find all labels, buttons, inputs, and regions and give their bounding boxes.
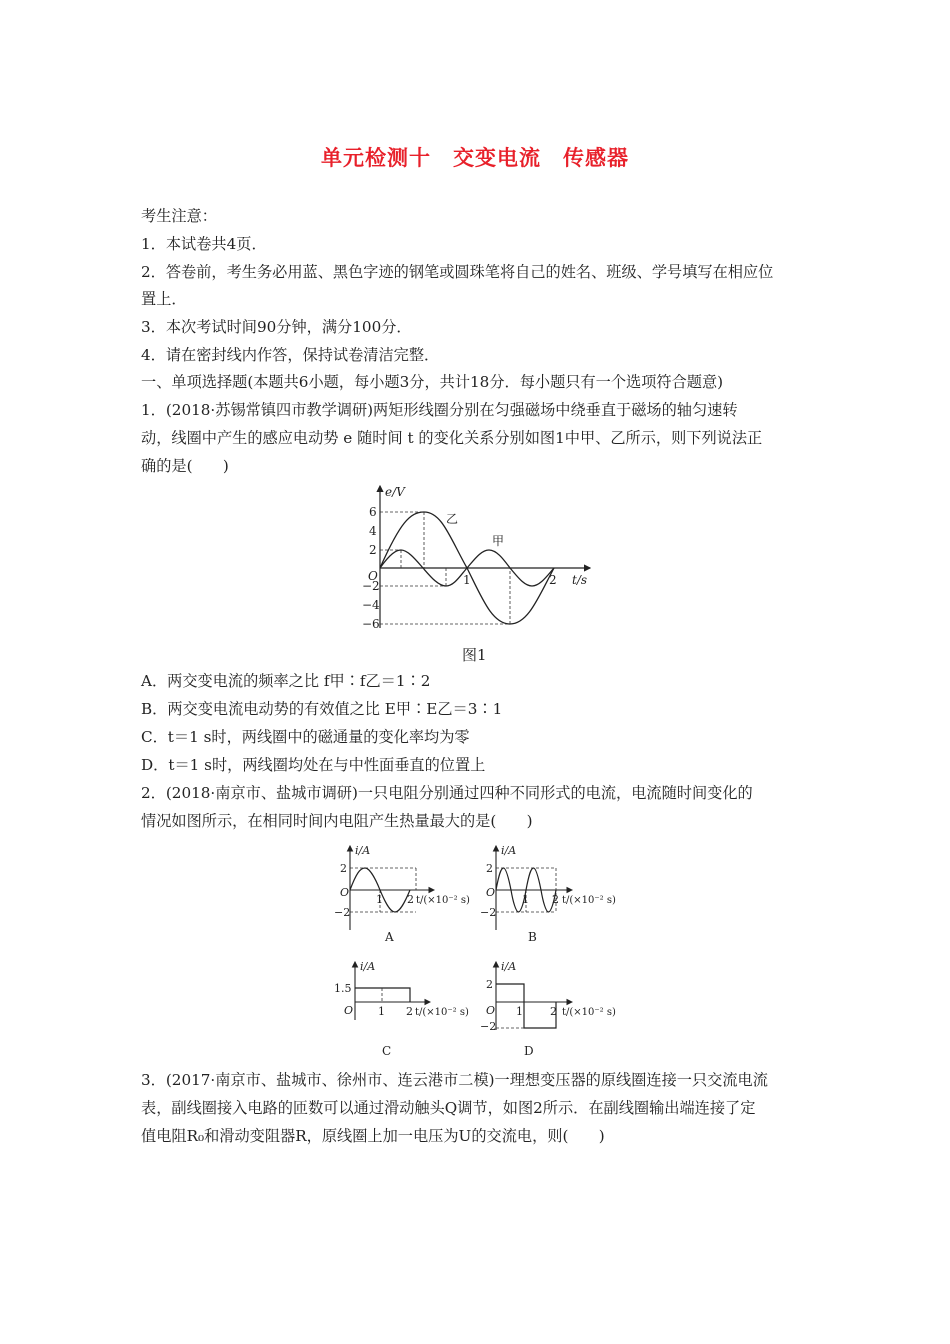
figure-2-panel-b <box>476 840 626 940</box>
y-tick-label: 2 <box>486 978 493 991</box>
origin-label: O <box>340 886 350 899</box>
question-3-line: 值电阻R₀和滑动变阻器R，原线圈上加一电压为U的交流电，则( ) <box>141 1127 605 1145</box>
notice-item: 1．本试卷共4页． <box>141 235 267 253</box>
x-tick-label: 2 <box>552 893 559 906</box>
y-axis-label: i/A <box>501 844 517 857</box>
y-axis-label: i/A <box>360 960 376 973</box>
y-tick-label: 2 <box>369 543 377 557</box>
question-3-line: 表，副线圈接入电路的匝数可以通过滑动触头Q调节，如图2所示．在副线圈输出端连接了定 <box>141 1099 756 1117</box>
x-axis-label: t/(×10⁻² s) <box>415 1007 469 1018</box>
x-axis-label: t/s <box>572 573 588 587</box>
question-1-line: 动，线圈中产生的感应电动势 e 随时间 t 的变化关系分别如图1中甲、乙所示，则下列说法正 <box>141 429 763 447</box>
panel-d-caption: D <box>524 1044 534 1058</box>
option-a: A．两交变电流的频率之比 f甲∶f乙＝1∶2 <box>141 672 431 690</box>
origin-label: O <box>486 1004 496 1017</box>
y-tick-label: 4 <box>369 524 377 538</box>
x-axis-label: t/(×10⁻² s) <box>562 895 616 906</box>
series-label-yi: 乙 <box>446 512 459 526</box>
x-tick-label: 1 <box>522 893 529 906</box>
option-b: B．两交变电流电动势的有效值之比 E甲∶E乙＝3∶1 <box>141 700 503 718</box>
x-tick-label: 1 <box>516 1005 523 1018</box>
y-tick-label: −2 <box>334 906 351 919</box>
x-axis-label: t/(×10⁻² s) <box>562 1007 616 1018</box>
question-3-line: 3．(2017·南京市、盐城市、徐州市、连云港市二模)一理想变压器的原线圈连接一只交流电流 <box>141 1071 768 1089</box>
y-tick-label: −4 <box>362 598 380 612</box>
y-tick-label: 1.5 <box>334 982 352 995</box>
y-axis-label: i/A <box>501 960 517 973</box>
question-2-line: 2．(2018·南京市、盐城市调研)一只电阻分别通过四种不同形式的电流，电流随时间变化的 <box>141 784 753 802</box>
figure-1-caption: 图1 <box>462 646 487 664</box>
figure-2-panel-d <box>476 958 626 1038</box>
y-axis-label: i/A <box>355 844 371 857</box>
y-axis-label: e/V <box>385 485 405 499</box>
x-tick-label: 2 <box>550 1005 557 1018</box>
x-tick-label: 1 <box>376 893 383 906</box>
section-heading: 一、单项选择题(本题共6小题，每小题3分，共计18分．每小题只有一个选项符合题意) <box>141 373 724 391</box>
y-tick-label: −2 <box>480 1020 497 1033</box>
figure-2-panel-a <box>330 840 470 940</box>
question-1-line: 1．(2018·苏锡常镇四市教学调研)两矩形线圈分别在匀强磁场中绕垂直于磁场的轴匀速转 <box>141 401 738 419</box>
panel-b-caption: B <box>528 930 537 944</box>
x-tick-label: 2 <box>406 1005 413 1018</box>
question-2-line: 情况如图所示，在相同时间内电阻产生热量最大的是( ) <box>141 812 533 830</box>
option-d: D．t＝1 s时，两线圈均处在与中性面垂直的位置上 <box>141 756 486 774</box>
notice-item: 置上． <box>141 290 187 308</box>
y-tick-label: 2 <box>486 862 493 875</box>
origin-label: O <box>344 1004 354 1017</box>
dc-line <box>355 988 410 1002</box>
x-tick-label: 1 <box>378 1005 385 1018</box>
figure-1-graph <box>350 478 600 638</box>
x-tick-label: 2 <box>407 893 414 906</box>
page-title: 单元检测十 交变电流 传感器 <box>321 146 629 170</box>
origin-label: O <box>486 886 496 899</box>
panel-c-caption: C <box>382 1044 392 1058</box>
origin-label: O <box>368 569 378 583</box>
panel-a-caption: A <box>385 930 394 944</box>
x-tick-label: 1 <box>463 573 471 587</box>
y-tick-label: −6 <box>362 617 380 631</box>
y-tick-label: 6 <box>369 505 377 519</box>
option-c: C．t＝1 s时，两线圈中的磁通量的变化率均为零 <box>141 728 470 746</box>
x-tick-label: 2 <box>549 573 557 587</box>
x-axis-label: t/(×10⁻² s) <box>416 895 470 906</box>
notice-heading: 考生注意： <box>141 207 217 225</box>
y-tick-label: −2 <box>362 579 380 593</box>
notice-item: 3．本次考试时间90分钟，满分100分． <box>141 318 412 336</box>
y-tick-label: −2 <box>480 906 497 919</box>
y-tick-label: 2 <box>340 862 347 875</box>
square-wave <box>496 984 556 1028</box>
series-label-jia: 甲 <box>492 534 505 548</box>
notice-item: 4．请在密封线内作答，保持试卷清洁完整． <box>141 346 440 364</box>
figure-2-panel-c <box>330 958 480 1038</box>
question-1-line: 确的是( ) <box>141 457 229 475</box>
notice-item: 2．答卷前，考生务必用蓝、黑色字迹的钢笔或圆珠笔将自己的姓名、班级、学号填写在相应位 <box>141 263 774 281</box>
